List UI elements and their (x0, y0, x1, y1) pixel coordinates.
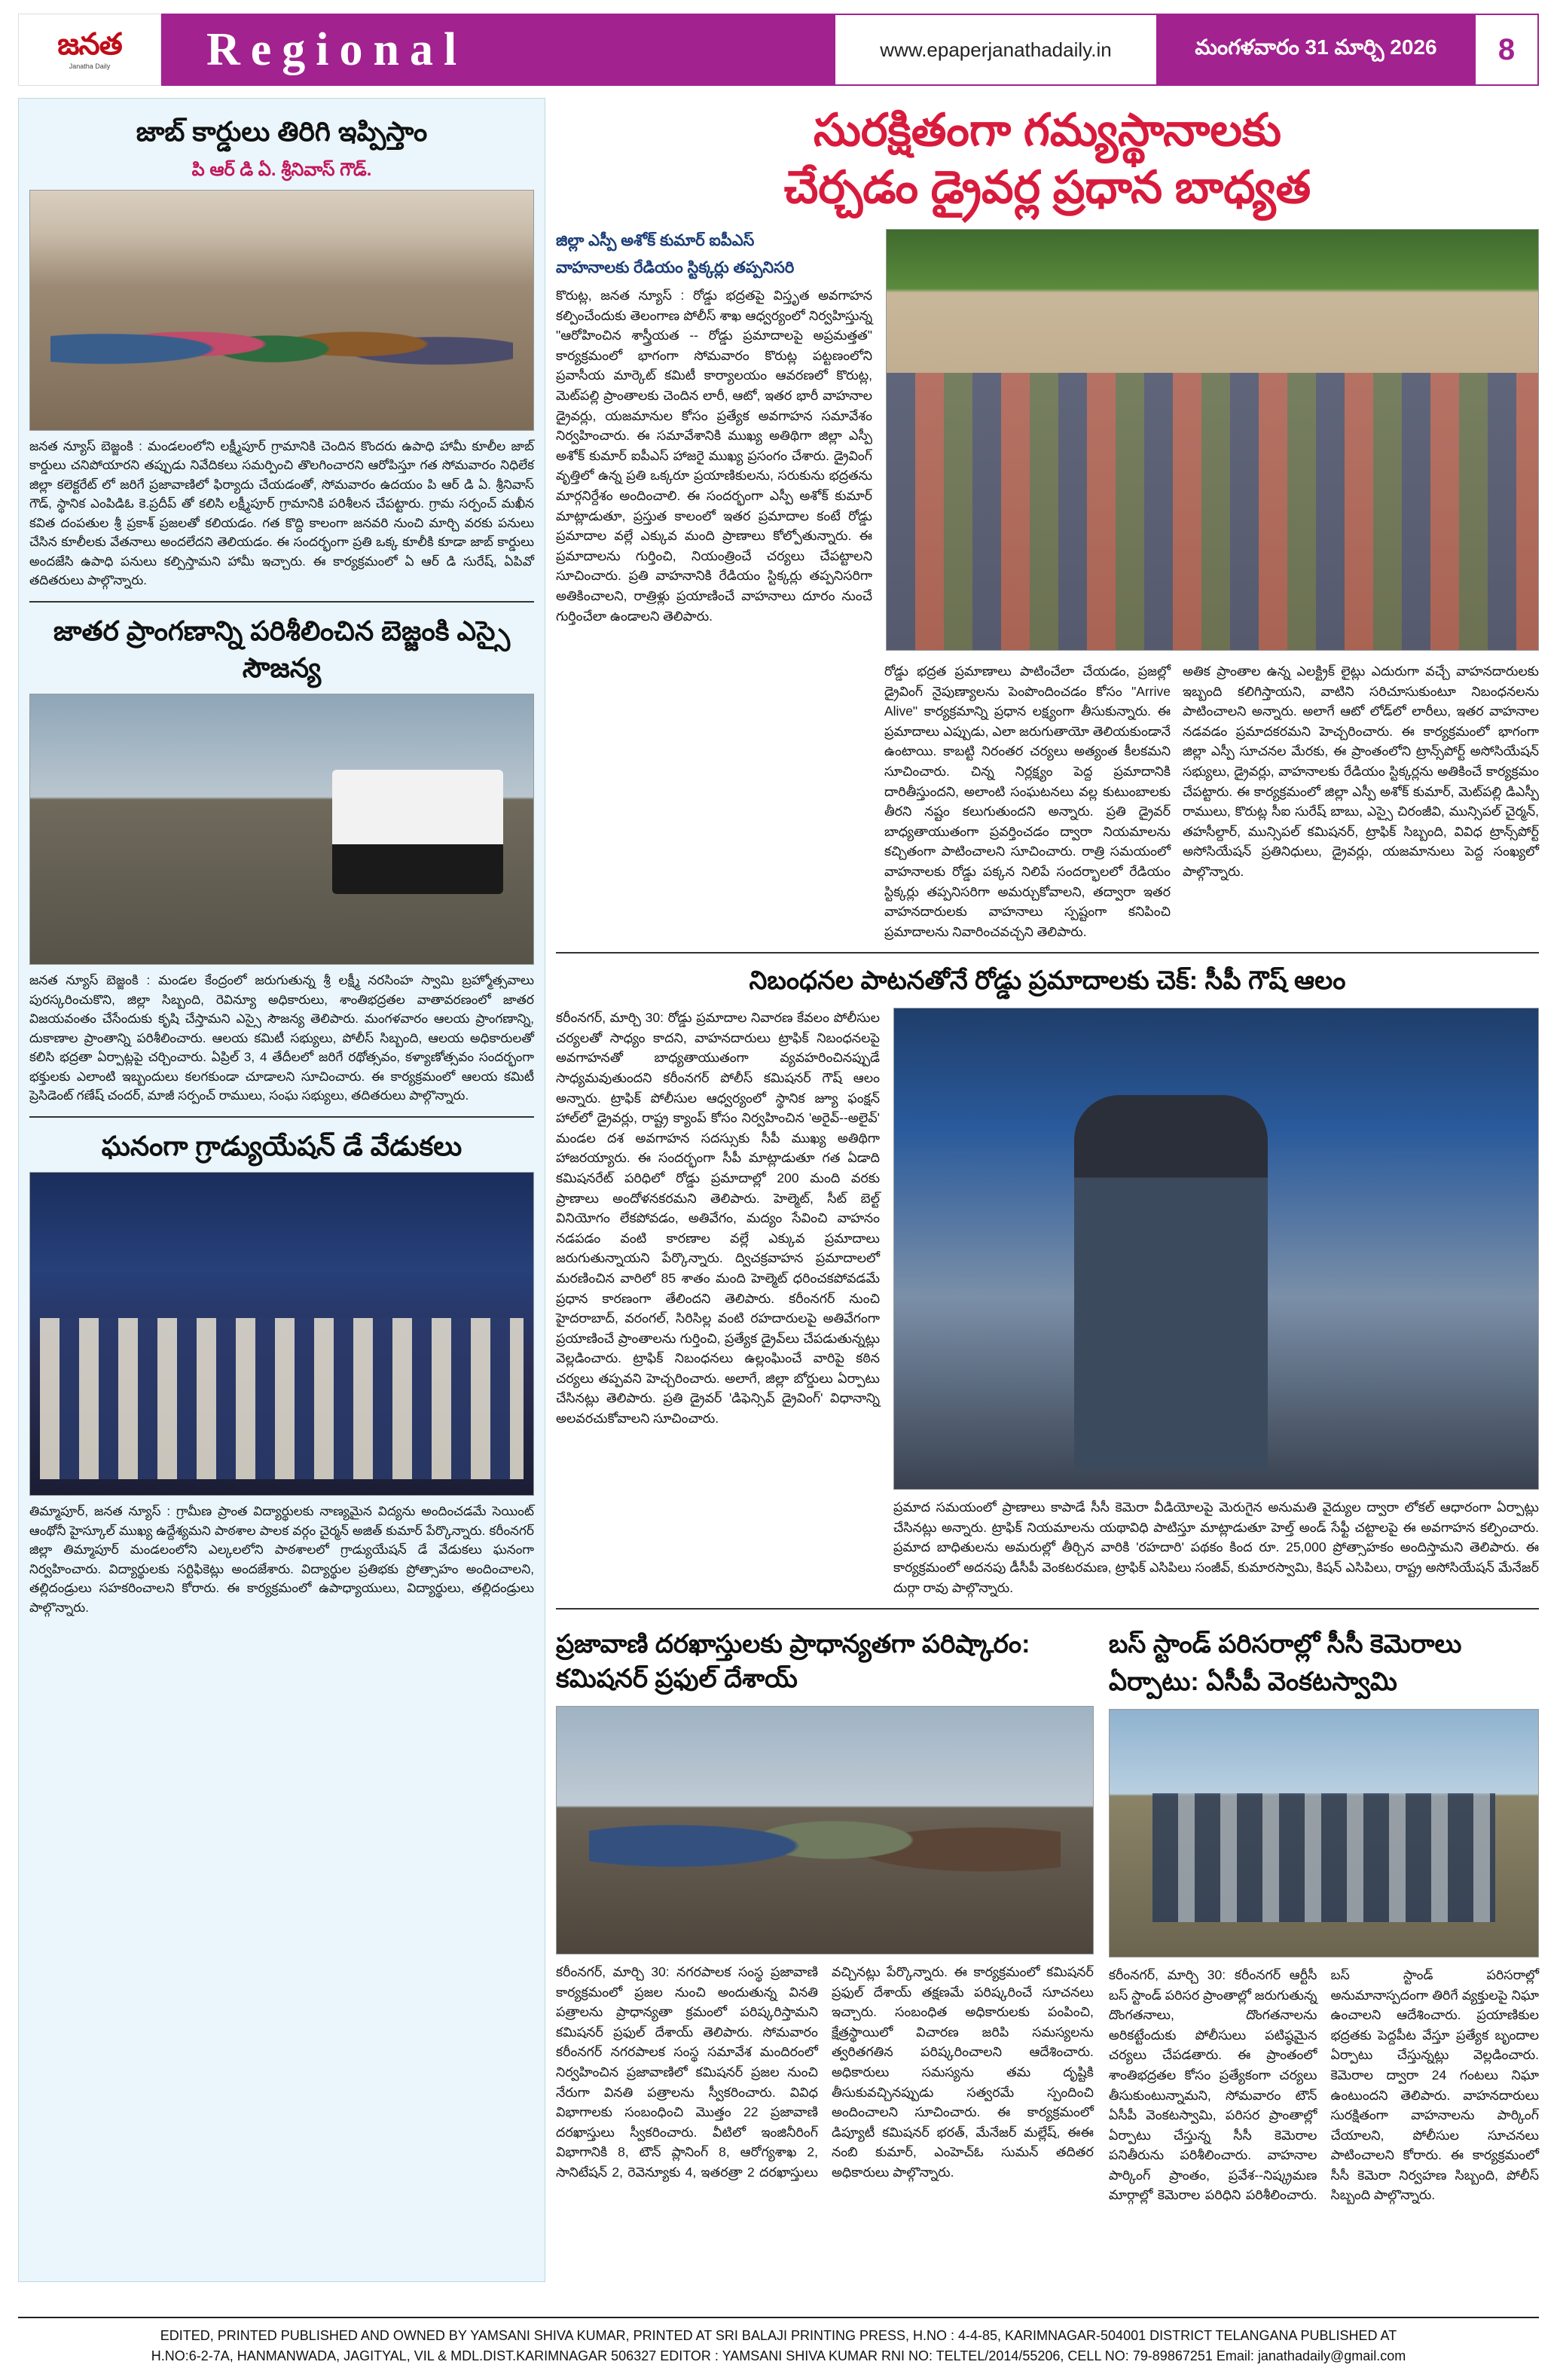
story-subheadline: పి ఆర్ డి ఏ. శ్రీనివాస్ గౌడ్. (191, 159, 372, 180)
story-graduation-day (29, 1128, 534, 1618)
story-cp-ghouse-alam (556, 964, 1539, 1597)
story-busstand-cctv (1109, 1620, 1539, 2205)
story-caption: జనత న్యూస్ బెజ్జంకి : మండల కేంద్రంలో జరుగుతున్న శ్రీ లక్ష్మీ నరసింహ స్వామి బ్రహ్మోత్సవాలు పురస్కరించుకొని, జిల్లా సిబ్బంది, రెవిన్యూ అధికారులు, శాంతిభద్రతల వాతావరణంలో జాతర విజయవంతం చేసేందుకు కృషి చేస్తామని ఎస్సై సౌజన్య తెలిపారు. మంగళవారం ఆలయ ప్రాంగణాన్ని, దుకాణాల ప్రాంతాన్ని పరిశీలించారు. ఆలయ కమిటీ సభ్యులు, పోలీస్ సిబ్బంది, ఆలయ అధికారులతో కలిసి భద్రతా ఏర్పాట్లపై చర్చించారు. ఏప్రిల్ 3, 4 తేదీలలో జరిగే రథోత్సవం, కళ్యాణోత్సవం సందర్భంగా భక్తులకు ఎలాంటి ఇబ్బందులు కలగకుండా చూడాలని సూచించారు. ఈ కార్యక్రమంలో ఆలయ కమిటీ ప్రెసిడెంట్ గణేష్ చందర్, మాజీ సర్పంచ్ రాములు, సంఘ సభ్యులు, తదితరులు పాల్గొన్నారు. (29, 973, 534, 1103)
story-headline-line2: ఏర్పాటు: ఏసీపీ వెంకటస్వామి (1108, 1668, 1397, 1697)
page-number: 8 (1474, 14, 1539, 86)
meeting-photo (29, 190, 534, 431)
story-jatara-inspection (29, 613, 534, 1106)
lead-subheadline-1: జిల్లా ఎస్పీ అశోక్ కుమార్ ఐపీఎస్ (556, 232, 755, 249)
footer-line-1: EDITED, PRINTED PUBLISHED AND OWNED BY YAMSANI SHIVA KUMAR, PRINTED AT SRI BALAJI PRINTING PRESS, H.NO : 4-4-85, KARIMNAGAR-504001 DISTRICT TELANGANA PUBLISHED AT (160, 2328, 1397, 2343)
graduation-day-photo (29, 1172, 534, 1496)
story-headline-line1: బస్ స్టాండ్ పరిసరాల్లో సీసీ కెమెరాలు (1108, 1630, 1462, 1659)
bus-stand-inspection-photo (1109, 1709, 1539, 1957)
divider (29, 1116, 534, 1118)
publication-logo (18, 14, 161, 86)
prajavani-body: కరీంనగర్, మార్చి 30: నగరపాలక సంస్థ ప్రజావాణి కార్యక్రమంలో ప్రజల నుంచి అందుతున్న వినతి పత్రాలను ప్రాధాన్యతా క్రమంలో పరిష్కరిస్తామని కమిషనర్ ప్రఫుల్ దేశాయ్ తెలిపారు. సోమవారం కరీంనగర్ నగరపాలక సంస్థ సమావేశ మందిరంలో నిర్వహించిన ప్రజావాణిలో కమిషనర్ ప్రజల నుంచి నేరుగా వినతి పత్రాలను స్వీకరించారు. వివిధ విభాగాలకు సంబంధించి మొత్తం 22 ప్రజావాణి దరఖాస్తులు స్వీకరించారు. వీటిలో ఇంజినీరింగ్ విభాగానికి 8, టౌన్ ప్లానింగ్ 8, ఆరోగ్యశాఖ 2, సానిటేషన్ 2, రెవెన్యూకు 4, ఇతరత్రా 2 దరఖాస్తులు వచ్చినట్లు పేర్కొన్నారు. ఈ కార్యక్రమంలో కమిషనర్ ప్రఫుల్ దేశాయ్ తక్షణమే పరిష్కరించే సూచనలు ఇచ్చారు. సంబంధిత అధికారులకు పంపించి, క్షేత్రస్థాయిలో విచారణ జరిపి సమస్యలను త్వరితగతిన పరిష్కరించాలని ఆదేశించారు. అధికారులు సమస్యను తమ దృష్టికి తీసుకువచ్చినప్పుడు సత్వరమే స్పందించి అందించాలని సూచించారు. ఈ కార్యక్రమంలో డిప్యూటీ కమిషనర్ భరత్, మేనేజర్ మల్లేష్, ఈఈ నంబి కుమార్, ఎంహెచ్ఓ సుమన్ తదితర అధికారులు పాల్గొన్నారు. (556, 1964, 1094, 2180)
prajavani-office-photo (556, 1706, 1094, 1954)
cp-body-col1: కరీంనగర్, మార్చి 30: రోడ్డు ప్రమాదాల నివారణ కేవలం పోలీసుల చర్యలతో సాధ్యం కాదని, వాహనదారులు ట్రాఫిక్ నిబంధనలపై అవగాహనతో బాధ్యతాయుతంగా వ్యవహరించినప్పుడే సాధ్యమవుతుందని కరీంనగర్ పోలీస్ కమిషనర్ గౌష్ ఆలం అన్నారు. ట్రాఫిక్ పోలీసుల ఆధ్వర్యంలో స్థానిక జ్యూ ఫంక్షన్ హాల్‌లో డ్రైవర్లు, రాష్ట్ర క్యాంప్ కోసం నిర్వహించిన 'అరైవ్--అలైవ్' మండల దశ అవగాహన సదస్సుకు సీపీ ముఖ్య అతిథిగా హాజరయ్యారు. ఈ సందర్భంగా సీపీ మాట్లాడుతూ గత ఏడాది కమిషనరేట్ పరిధిలో రోడ్డు ప్రమాదాల్లో 200 మంది వరకు ప్రాణాలు అందోళనకరమని తెలిపారు. హెల్మెట్, సీట్ బెల్ట్ వినియోగం లేకపోవడం, అతివేగం, మద్యం సేవించి వాహనం నడపడం వంటి కారణాల వల్లే ఎక్కువ ప్రమాదాలు జరుగుతున్నాయని పేర్కొన్నారు. ద్విచక్రవాహన ప్రమాదాలలో మరణించిన వారిలో 85 శాతం మంది హెల్మెట్ ధరించకపోవడమే ప్రధాన కారణంగా తేలిందని తెలిపారు. కరీంనగర్ నుంచి హైదరాబాద్, వరంగల్, సిరిసిల్ల వంటి రహదారులపై అతివేగంగా ప్రయాణించే ప్రాంతాలను గుర్తించి, ప్రత్యేక డ్రైవ్‌లు చేపడుతున్నట్లు వెల్లడించారు. ట్రాఫిక్ నిబంధనలు ఉల్లంఘించే వారిపై కఠిన చర్యలు తప్పవని హెచ్చరించారు. అలాగే, జిల్లా బోర్డులు ఏర్పాటు చేసినట్లు తెలిపారు. ప్రతి డ్రైవర్ 'డిఫెన్సివ్ డ్రైవింగ్' విధానాన్ని అలవరచుకోవాలని సూచించారు. (556, 1010, 880, 1426)
story-headline: జాతర ప్రాంగణాన్ని పరిశీలించిన బెజ్జంకి ఎస్సై సౌజన్య (53, 615, 511, 683)
lead-body-col1-cont (556, 661, 872, 682)
lead-body-col2: రోడ్డు భద్రత ప్రమాణాలు పాటించేలా చేయడం, ప్రజల్లో డ్రైవింగ్ నైపుణ్యాలను పెంపొందించడం కోసం "Arrive Alive" కార్యక్రమాన్ని ప్రధాన లక్ష్యంగా తీసుకున్నారు. ఈ ప్రమాదాలు ఎప్పుడు, ఎలా జరుగుతాయో తెలియకుండానే ఉంటాయి. కాబట్టి నిరంతర చర్యలు అత్యంత కీలకమని సూచించారు. చిన్న నిర్లక్ష్యం పెద్ద ప్రమాదానికి దారితీస్తుందని, అలాంటి సంఘటనలు వల్ల కుటుంబాలకు తీరని నష్టం కలుగుతుందని అన్నారు. ప్రతి డ్రైవర్ బాధ్యతాయుతంగా ప్రవర్తించడం ద్వారా నియమాలను కచ్చితంగా పాటించాలని సూచించారు. రాత్రి సమయంలో వాహనాలకు రోడ్డు పక్కన నిలిపే సందర్భాలలో రేడియం స్టిక్కర్లు తప్పనిసరిగా అమర్చుకోవాలని, తద్వారా ఇతర వాహనదారులకు వాహనాలు స్పష్టంగా కనిపించి ప్రమాదాలను నివారించవచ్చని తెలిపారు. (884, 664, 1171, 939)
logo-text: జనత (57, 28, 122, 61)
story-prajavani (556, 1620, 1094, 2205)
busstand-body: కరీంనగర్, మార్చి 30: కరీంనగర్ ఆర్టీసీ బస్ స్టాండ్ పరిసర ప్రాంతాల్లో జరుగుతున్న దొంగతనాలు, దొంగతనాలను అరికట్టేందుకు పోలీసులు పటిష్ఠమైన చర్యలు చేపడతారు. ఈ ప్రాంతంలో శాంతిభద్రతల కోసం ప్రత్యేకంగా చర్యలు తీసుకుంటున్నామని, సోమవారం టౌన్ ఏసీపీ వెంకటస్వామి, పరిసర ప్రాంతాల్లో ఏర్పాటు చేస్తున్న సీసీ కెమెరాల పనితీరును పరిశీలించారు. వాహనాల పార్కింగ్ ప్రాంతం, ప్రవేశ--నిష్క్రమణ మార్గాల్లో కెమెరాల పరిధిని పరిశీలించారు. బస్ స్టాండ్ పరిసరాల్లో అనుమానాస్పదంగా తిరిగే వ్యక్తులపై నిఘా ఉంచాలని ఆదేశించారు. ప్రయాణికుల భద్రతకు పెద్దపీట వేస్తూ ప్రత్యేక బృందాల ఏర్పాటు చేస్తున్నట్లు వెల్లడించారు. కెమెరాల ద్వారా 24 గంటలు నిఘా ఉంటుందని తెలిపారు. వాహనదారులు సురక్షితంగా వాహనాలను పార్కింగ్ చేయాలని, పోలీసుల సూచనలు పాటించాలని కోరారు. ఈ కార్యక్రమంలో సీసీ కెమెరా నిర్వహణ సిబ్బంది, పోలీస్ సిబ్బంది పాల్గొన్నారు. (1108, 1967, 1539, 2203)
section-title: Regional (206, 23, 468, 75)
cp-press-meet-photo (893, 1008, 1539, 1490)
lead-body-col1: కొరుట్ల, జనత న్యూస్ : రోడ్డు భద్రతపై విస్తృత అవగాహన కల్పించేందుకు తెలంగాణ పోలీస్ శాఖ ఆధ్వర్యంలో నిర్వహిస్తున్న "ఆరోహించిన శాస్త్రీయత -- రోడ్డు ప్రమాదాలపై అప్రమత్తత" కార్యక్రమంలో భాగంగా సోమవారం కొరుట్ల పట్టణంలోని ప్రవాసీయ మార్కెట్ కమిటీ కార్యాలయం ఆవరణలో కొరుట్ల, మెట్‌పల్లి ప్రాంతాలకు చెందిన లారీ, ఆటో, ఇతర భారీ వాహనాల డ్రైవర్లు, యజమానుల కోసం ప్రత్యేక అవగాహన సమావేశం నిర్వహించారు. ఈ సమావేశానికి ముఖ్య అతిథిగా జిల్లా ఎస్పీ అశోక్ కుమార్ ఐపీఎస్ హాజరై ముఖ్య ప్రసంగం చేశారు. డ్రైవింగ్ వృత్తిలో ఉన్న ప్రతి ఒక్కరూ ప్రయాణికులను, సరుకును భద్రతను మార్గనిర్దేశం అందించాలి. ఈ సందర్భంగా ఎస్పీ అశోక్ కుమార్ మాట్లాడుతూ, ప్రస్తుత కాలంలో ఇతర ప్రమాదాల కంటే రోడ్డు ప్రమాదాల వల్లే ఎక్కువ మంది ప్రాణాలు కోల్పోతున్నారు. ఈ ప్రమాదాలను గుర్తించి, నియంత్రించే చర్యలు చేపట్టాలని సూచించారు. ప్రతి వాహనానికి రేడియం స్టిక్కర్లు తప్పనిసరిగా అతికించాలని, రాత్రిళ్లు ప్రయాణించే వాహనాలు దూరం నుంచే గుర్తించేలా ఉండాలని తెలిపారు. (556, 288, 872, 624)
left-column (18, 98, 545, 2282)
story-caption: జనత న్యూస్ బెజ్జంకి : మండలంలోని లక్ష్మీపూర్ గ్రామానికి చెందిన కొందరు ఉపాధి హామీ కూలీల జాబ్ కార్డులు చనిపోయారని తప్పుడు నివేదికలు సమర్పించి తొలగించారని ఆరోపిస్తూ గత సోమవారం నిధిలేక జిల్లా కలెక్టరేట్ లో జరిగే ప్రజావాణిలో ఫిర్యాదు చేయడంతో, సోమవారం ఉదయం పి ఆర్ డి ఏ. శ్రీనివాస్ గౌడ్, స్థానిక ఎంపిడిఓ కె.ప్రదీప్ తో కలిసి లక్ష్మీపూర్ గ్రామానికి పరిశీలన చేపట్టారు. గ్రామ సర్పంచ్ మఖీన కవిత దంపతుల శ్రీ ప్రకాశ్ ప్రజలతో కలియడం. గత కొద్ది కాలంగా జనవరి నుంచి మార్చి వరకు పనులు చేసిన కూలీలకు వేతనాలు అందలేదని తెలియడం. ఈ సందర్భంగా ప్రతి ఒక్క కూలీకి కూడా జాబ్ కార్డులు అందజేసి ఉపాధి పనులు కల్పిస్తామని హామీ ఇచ్చారు. ఈ కార్యక్రమంలో ఏ ఆర్ డి సురేష్, ఏపివో తదితరులు పాల్గొన్నారు. (29, 438, 534, 588)
website-url[interactable]: www.epaperjanathadaily.in (834, 14, 1158, 86)
story-headline: జాబ్ కార్డులు తిరిగి ఇప్పిస్తాం (136, 116, 428, 147)
lead-story (556, 101, 1539, 941)
awareness-program-photo (886, 229, 1539, 651)
divider (29, 601, 534, 603)
footer-line-2: H.NO:6-2-7A, HANMANWADA, JAGITYAL, VIL & MDL.DIST.KARIMNAGAR 506327 EDITOR : YAMSANI SHIVA KUMAR RNI NO: TELTEL/2014/55206, CELL NO: 79-89867251 Email: janathadaily@gmail.com (151, 2348, 1406, 2363)
logo-subtext: Janatha Daily (69, 63, 111, 70)
story-job-cards (29, 114, 534, 590)
masthead (18, 14, 1539, 86)
page-content (18, 98, 1539, 2282)
divider (556, 1608, 1539, 1610)
story-headline: ఘనంగా గ్రాడ్యుయేషన్ డే వేడుకలు (101, 1130, 463, 1161)
lead-headline-line2: చేర్చడం డ్రైవర్ల ప్రధాన బాధ్యత (783, 162, 1311, 212)
right-column (556, 98, 1539, 2282)
lead-body-col3: అతిక ప్రాంతాల ఉన్న ఎలక్ట్రిక్ లైట్లు ఎదురుగా వచ్చే వాహనదారులకు ఇబ్బంది కలిగిస్తాయని, వాటిని సరిచూసుకుంటూ నిబంధనలను పాటించాలని అన్నారు. అలాగే ఆటో లోడ్‌లో లారీలు, ఇతర వాహనాల నడవడం ప్రమాదకరమని హెచ్చరించారు. ఈ కార్యక్రమంలో భాగంగా జిల్లా ఎస్పీ సూచనల మేరకు, ఈ ప్రాంతంలోని ట్రాన్స్‌పోర్ట్ అసోసియేషన్ సభ్యులు, డ్రైవర్లు, వాహనాలకు రేడియం స్టిక్కర్లను అతికించే కార్యక్రమం చేపట్టారు. ఈ కార్యక్రమంలో జిల్లా ఎస్పీ అశోక్ కుమార్, మెట్‌పల్లి డిఎస్పీ రాములు, కొరుట్ల సీఐ సురేష్ బాబు, ఎస్సై చిరంజీవి, మున్సిపల్ చైర్మన్, తహసీల్దార్, మున్సిపల్ కమిషనర్, ట్రాఫిక్ సిబ్బంది, వివిధ ట్రాన్స్‌పోర్ట్ అసోసియేషన్ ప్రతినిధులు, డ్రైవర్లు, యజమానులు పెద్ద సంఖ్యలో పాల్గొన్నారు. (1183, 664, 1539, 879)
lead-subheadline-2: వాహనాలకు రేడియం స్టిక్కర్లు తప్పనిసరి (556, 258, 795, 276)
divider (556, 952, 1539, 954)
story-headline: ప్రజావాణి దరఖాస్తులకు ప్రాధాన్యతగా పరిష్కారం: కమిషనర్ ప్రఫుల్ దేశాయ్ (556, 1630, 1030, 1694)
edition-date: మంగళవారం 31 మార్చి 2026 (1158, 14, 1474, 86)
lead-headline-line1: సురక్షితంగా గమ్యస్థానాలకు (813, 105, 1282, 155)
cp-body-col2: ప్రమాద సమయంలో ప్రాణాలు కాపాడే సీసీ కెమెరా వీడియోలపై మెరుగైన అనుమతి వైద్యుల ద్వారా లోకల్ ఆధారంగా ఏర్పాట్లు చేసినట్లు అన్నారు. ట్రాఫిక్ నియమాలను యథావిధి పాటిస్తూ మాట్లాడుతూ హెల్త్ అండ్ సేఫ్టీ చట్టాలపై ఈ అవగాహన కల్పించారు. ప్రమాద బాధితులను అమరుల్లో తీర్చిన వారికి 'రహదారి' పథకం కింద రూ. 25,000 ప్రోత్సాహకం అందిస్తామని తెలిపారు. ఈ కార్యక్రమంలో అదనపు డీసీపీ వెంకటరమణ, ట్రాఫిక్ ఎసిపిలు సంజీవ్, కుమారస్వామి, కిషన్ ఎసిపిలు, రాష్ట్ర అసోసియేషన్ మేనేజర్ దుర్గా రావు పాల్గొన్నారు. (893, 1500, 1539, 1595)
bottom-stories (556, 1620, 1539, 2205)
police-inspection-photo (29, 694, 534, 965)
section-banner (161, 14, 834, 86)
story-headline: నిబంధనల పాటనతోనే రోడ్డు ప్రమాదాలకు చెక్: సీపీ గౌష్ ఆలం (749, 966, 1346, 996)
story-caption: తిమ్మాపూర్, జనత న్యూస్ : గ్రామీణ ప్రాంత విద్యార్థులకు నాణ్యమైన విద్యను అందించడమే సెయింట్ ఆంథోనీ హైస్కూల్ ముఖ్య ఉద్దేశ్యమని పాఠశాల పాలక వర్గం చైర్మన్ అజిత్ కుమార్ పేర్కొన్నారు. కరీంనగర్ జిల్లా తిమ్మాపూర్ మండలంలోని ఎల్కలలోని పాఠశాలలో గ్రాడ్యుయేషన్ డే వేడుకలు ఘనంగా నిర్వహించారు. విద్యార్థులకు సర్టిఫికెట్లు అందజేశారు. విద్యార్థుల ప్రతిభకు ప్రోత్సాహం అందించాలని, తల్లిదండ్రులు సహకరించాలని కోరారు. ఈ కార్యక్రమంలో ఉపాధ్యాయులు, విద్యార్థులు, తల్లిదండ్రులు పాల్గొన్నారు. (29, 1504, 534, 1615)
page-footer (18, 2317, 1539, 2366)
